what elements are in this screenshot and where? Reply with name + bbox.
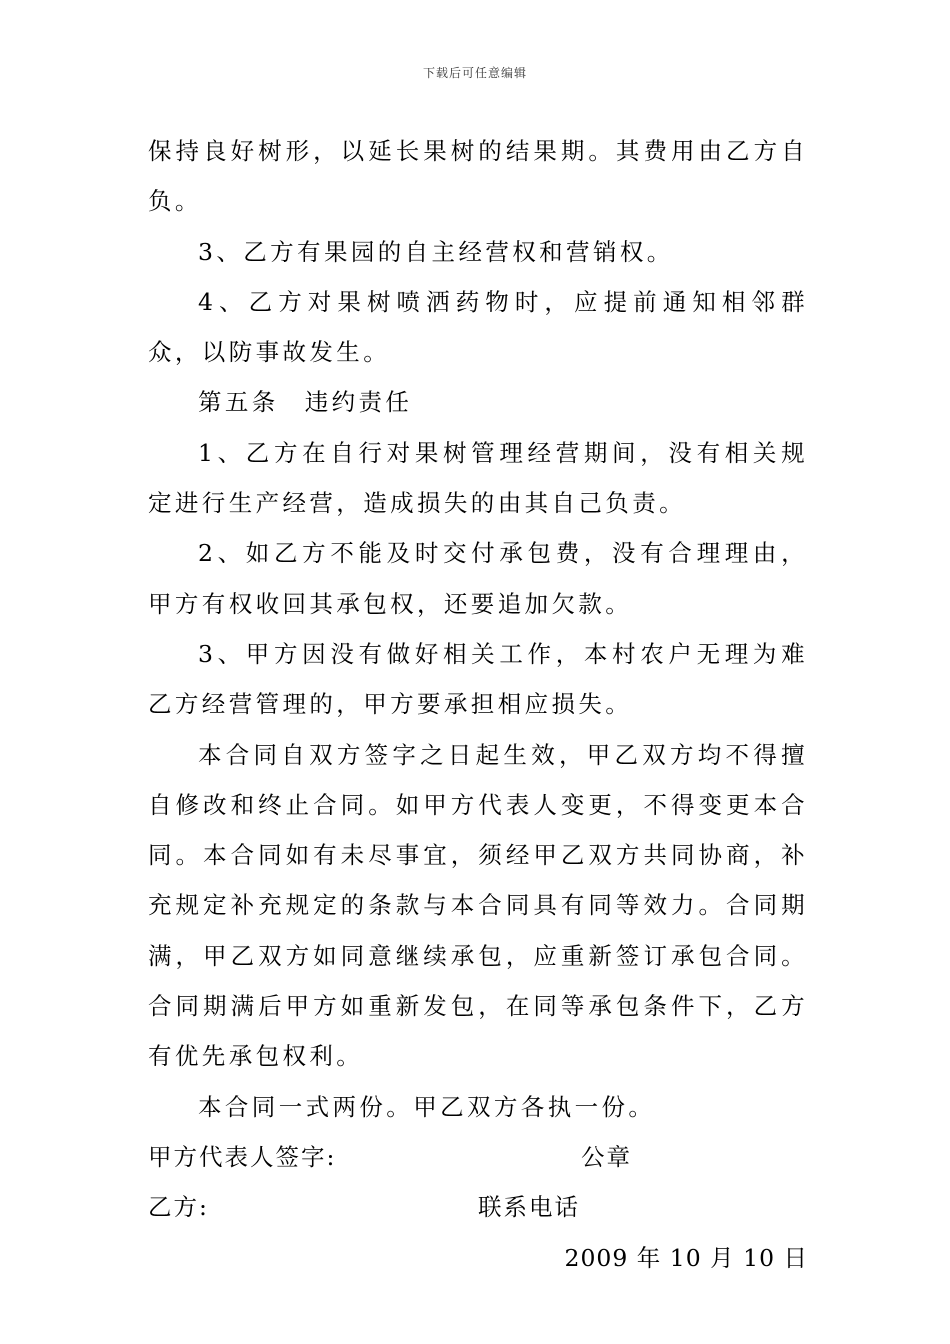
- signing-date: 2009 年 10 月 10 日: [564, 1243, 808, 1272]
- party-a-signature-label: 甲方代表人签字:: [148, 1142, 337, 1171]
- breach-clause-2: 2、如乙方不能及时交付承包费，没有合理理由，甲方有权收回其承包权，还要追加欠款。: [148, 539, 808, 618]
- effectiveness-paragraph: 本合同自双方签字之日起生效，甲乙双方均不得擅自修改和终止合同。如甲方代表人变更，不得变更本合同。本合同如有未尽事宜，须经甲乙双方共同协商，补充规定补充规定的条款与本合同具有同等效力。合同期满，甲乙双方如同意继续承包，应重新签订承包合同。合同期满后甲方如重新发包，在同等承包条件下，乙方有优先承包权利。: [148, 740, 808, 1071]
- breach-clause-3: 3、甲方因没有做好相关工作，本村农户无理为难乙方经营管理的，甲方要承担相应损失。: [148, 639, 808, 719]
- breach-clause-1: 1、乙方在自行对果树管理经营期间，没有相关规定进行生产经营，造成损失的由其自己负责。: [148, 438, 808, 518]
- copies-paragraph: 本合同一式两份。甲乙双方各执一份。: [198, 1092, 656, 1121]
- clause-4-pesticide-notice: 4、乙方对果树喷洒药物时，应提前通知相邻群众，以防事故发生。: [148, 287, 808, 367]
- official-seal-label: 公章: [581, 1142, 632, 1171]
- contact-phone-label: 联系电话: [478, 1193, 580, 1222]
- article-5-heading: [148, 377, 808, 427]
- party-b-label: 乙方:: [148, 1193, 209, 1222]
- document-body: [148, 126, 808, 1283]
- party-b-signature-line: [148, 1182, 808, 1232]
- article-number: 第五条: [198, 388, 279, 417]
- paragraph-continuation: 保持良好树形，以延长果树的结果期。其费用由乙方自负。: [148, 137, 808, 216]
- party-a-signature-line: [148, 1132, 808, 1182]
- article-title: 违约责任: [304, 388, 413, 417]
- page-header-watermark: 下载后可任意编辑: [422, 66, 527, 80]
- clause-3-management-rights: 3、乙方有果园的自主经营权和营销权。: [198, 237, 674, 266]
